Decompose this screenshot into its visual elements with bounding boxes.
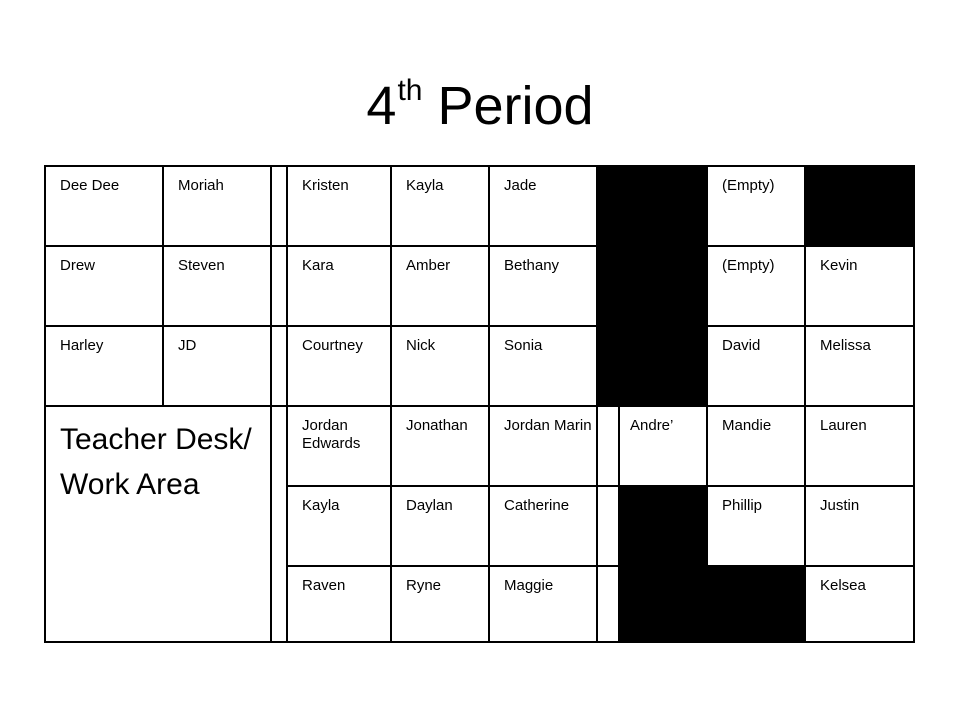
aisle-gap xyxy=(598,407,618,485)
title-number: 4 xyxy=(366,76,397,136)
seat-r2-c6: Bethany xyxy=(490,247,596,325)
aisle-gap xyxy=(272,327,286,405)
teacher-desk-work-area: Teacher Desk/ Work Area xyxy=(46,407,270,641)
aisle-gap xyxy=(272,247,286,325)
seat-r6-c10: Kelsea xyxy=(806,567,913,641)
seat-r4-c8: Andre’ xyxy=(620,407,706,485)
seat-r5-c4: Kayla xyxy=(288,487,390,565)
seat-r1-c2: Moriah xyxy=(164,167,270,245)
title-ordinal-suffix: th xyxy=(397,74,423,107)
seat-r3-c1: Harley xyxy=(46,327,162,405)
seat-r2-c2: Steven xyxy=(164,247,270,325)
aisle-gap xyxy=(272,167,286,245)
seat-r2-c1: Drew xyxy=(46,247,162,325)
seat-r2-c10: Kevin xyxy=(806,247,913,325)
seat-r1-c1: Dee Dee xyxy=(46,167,162,245)
seat-r4-c6: Jordan Marin xyxy=(490,407,596,485)
seat-r4-c5: Jonathan xyxy=(392,407,488,485)
seat-r5-c5: Daylan xyxy=(392,487,488,565)
aisle-gap xyxy=(598,567,618,641)
seat-r3-c6: Sonia xyxy=(490,327,596,405)
aisle-gap xyxy=(598,487,618,565)
slide-title xyxy=(0,56,960,141)
seat-r1-c6: Jade xyxy=(490,167,596,245)
seat-r4-c9: Mandie xyxy=(708,407,804,485)
seat-r3-c9: David xyxy=(708,327,804,405)
seat-r4-c4: Jordan Edwards xyxy=(288,407,390,485)
seat-r6-c4: Raven xyxy=(288,567,390,641)
seat-r5-c6: Catherine xyxy=(490,487,596,565)
seat-r1-c5: Kayla xyxy=(392,167,488,245)
seat-r6-c6: Maggie xyxy=(490,567,596,641)
seat-r2-c9: (Empty) xyxy=(708,247,804,325)
title-word: Period xyxy=(437,76,594,136)
seat-r4-c10: Lauren xyxy=(806,407,913,485)
seat-r3-c5: Nick xyxy=(392,327,488,405)
seat-r5-c9: Phillip xyxy=(708,487,804,565)
seat-r3-c2: JD xyxy=(164,327,270,405)
seat-r1-c4: Kristen xyxy=(288,167,390,245)
seat-r6-c5: Ryne xyxy=(392,567,488,641)
seating-chart xyxy=(44,165,915,643)
seat-r2-c5: Amber xyxy=(392,247,488,325)
seat-r3-c4: Courtney xyxy=(288,327,390,405)
seat-r2-c4: Kara xyxy=(288,247,390,325)
seat-r5-c10: Justin xyxy=(806,487,913,565)
seat-r3-c10: Melissa xyxy=(806,327,913,405)
seat-r1-c9: (Empty) xyxy=(708,167,804,245)
aisle-gap xyxy=(272,407,286,641)
